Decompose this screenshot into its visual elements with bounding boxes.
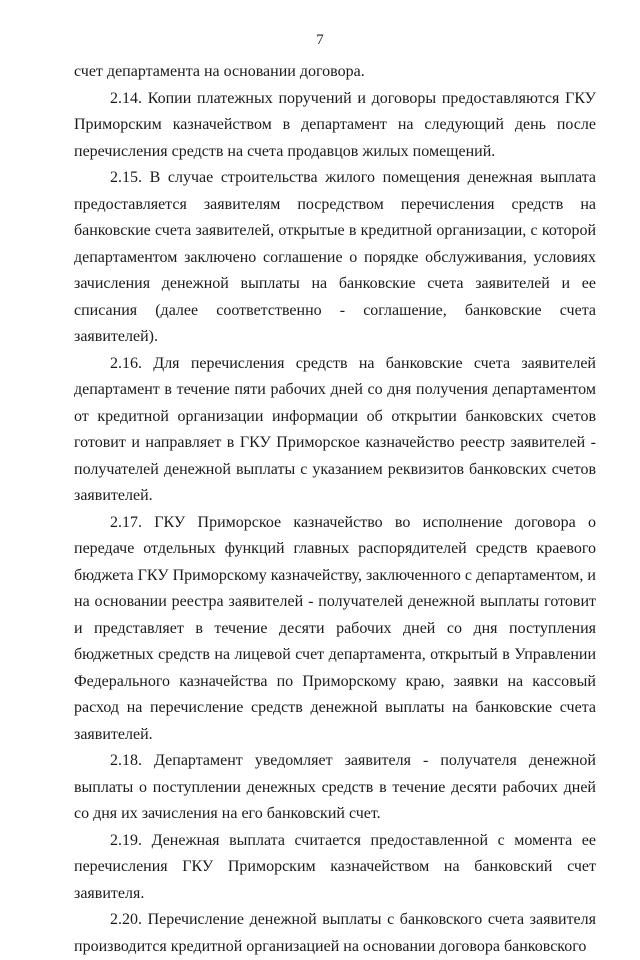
paragraph-2-14: 2.14. Копии платежных поручений и договоры предоставляются ГКУ Приморским казначейством в департамент на следующий день после перечисления средств на счета продавцов жилых помещений. <box>74 89 596 160</box>
paragraph-2-16: 2.16. Для перечисления средств на банковские счета заявителей департамент в течение пяти рабочих дней со дня получения департаментом от кредитной организации информации об открытии банковских счетов готовит и направляет в ГКУ Приморское казначейство реестр заявителей - получателей денежной выплаты с указанием реквизитов банковских счетов заявителей. <box>74 354 596 504</box>
document-body <box>74 59 596 960</box>
paragraph-continuation: счет департамента на основании договора. <box>74 63 365 80</box>
paragraph-2-18: 2.18. Департамент уведомляет заявителя - получателя денежной выплаты о поступлении денежных средств в течение десяти рабочих дней со дня их зачисления на его банковский счет. <box>74 752 596 822</box>
paragraph-2-20: 2.20. Перечисление денежной выплаты с банковского счета заявителя производится кредитной организацией на основании договора банковского <box>74 911 596 955</box>
page-number: 7 <box>316 32 324 48</box>
paragraph-2-15: 2.15. В случае строительства жилого помещения денежная выплата предоставляется заявителям посредством перечисления средств на банковские счета заявителей, открытые в кредитной организации, с которой департаментом заключено соглашение о порядке обслуживания, условиях зачисления денежной выплаты на банковские счета заявителей и ее списания (далее соответственно - соглашение, банковские счета заявителей). <box>74 169 596 345</box>
paragraph-2-17: 2.17. ГКУ Приморское казначейство во исполнение договора о передаче отдельных функций главных распорядителей средств краевого бюджета ГКУ Приморскому казначейству, заключенного с департаментом, и на основании реестра заявителей - получателей денежной выплаты готовит и представляет в течение десяти рабочих дней со дня поступления бюджетных средств на лицевой счет департамента, открытый в Управлении Федерального казначейства по Приморскому краю, заявки на кассовый расход на перечисление средств денежной выплаты на банковские счета заявителей. <box>74 513 596 743</box>
paragraph-2-19: 2.19. Денежная выплата считается предоставленной с момента ее перечисления ГКУ Приморским казначейством на банковский счет заявителя. <box>74 831 596 902</box>
